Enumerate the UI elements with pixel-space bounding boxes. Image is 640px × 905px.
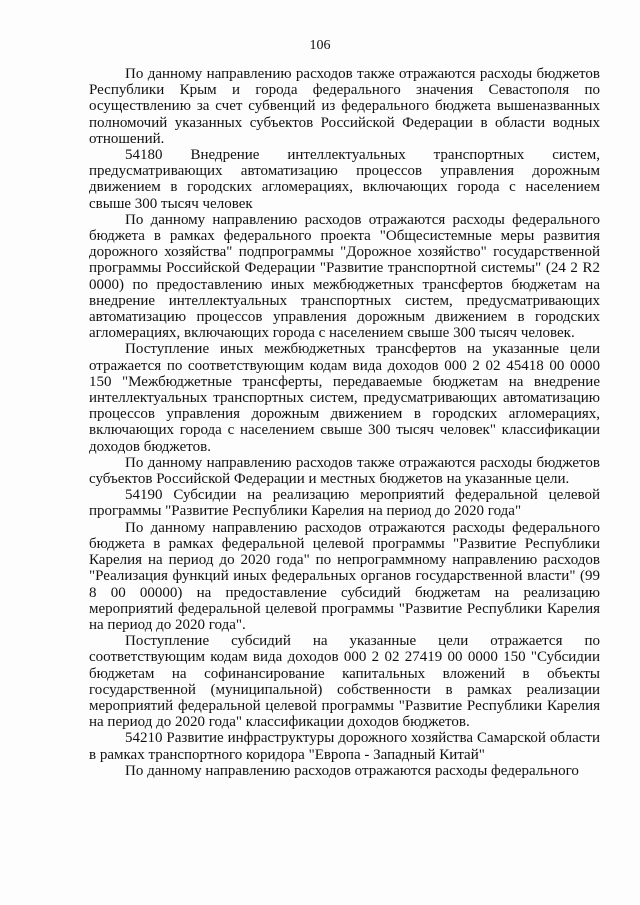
paragraph-54190-heading: 54190 Субсидии на реализацию мероприятий федеральной целевой программы "Развитие Республики Карелия на период до 2020 года" (89, 487, 600, 520)
page-number: 106 (309, 38, 331, 53)
paragraph-54180-regional-budgets: По данному направлению расходов также отражаются расходы бюджетов субъектов Российской Федерации и местных бюджетов на указанные цели. (89, 454, 600, 488)
paragraph-54190-federal-expenses: По данному направлению расходов отражаются расходы федерального бюджета в рамках федеральной целевой программы "Развитие Республики Карелия на период до 2020 года" по непрограммному направлению расходов "Реализация функций иных федеральных органов государственной власти" (99 8 00 00000) на предоставление субсидий бюджетам на реализацию мероприятий федеральной целевой программы "Развитие Республики Карелия на период до 2020 года". (89, 519, 600, 633)
paragraph-54180-federal-expenses: По данному направлению расходов отражаются расходы федерального бюджета в рамках федерального проекта "Общесистемные меры развития дорожного хозяйства" подпрограммы "Дорожное хозяйство" государственной программы Российской Федерации "Развитие транспортной системы" (24 2 R2 0000) по предоставлению иных межбюджетных трансфертов бюджетам на внедрение интеллектуальных транспортных систем, предусматривающих автоматизацию процессов управления дорожным движением в городских агломерациях, включающих города с населением свыше 300 тысяч человек. (89, 211, 600, 342)
paragraph-54210-heading: 54210 Развитие инфраструктуры дорожного хозяйства Самарской области в рамках транспортного коридора "Европа - Западный Китай" (89, 730, 600, 763)
paragraph-water-relations: По данному направлению расходов также отражаются расходы бюджетов Республики Крым и города федерального значения Севастополя по осуществлению за счет субвенций из федерального бюджета вышеназванных полномочий указанных субъектов Российской Федерации в области водных отношений. (89, 66, 600, 147)
paragraph-54190-income-codes: Поступление субсидий на указанные цели отражается по соответствующим кодам вида доходов 000 2 02 27419 00 0000 150 "Субсидии бюджетам на софинансирование капитальных вложений в объекты государственной (муниципальной) собственности в рамках реализации мероприятий федеральной целевой программы "Развитие Республики Карелия на период до 2020 года" классификации доходов бюджетов. (89, 633, 600, 731)
paragraph-54210-federal-expenses: По данному направлению расходов отражаются расходы федерального (125, 762, 579, 779)
paragraph-54180-income-codes: Поступление иных межбюджетных трансфертов на указанные цели отражается по соответствующим кодам вида доходов 000 2 02 45418 00 0000 150 "Межбюджетные трансферты, передаваемые бюджетам на внедрение интеллектуальных транспортных систем, предусматривающих автоматизацию процессов управления дорожным движением в городских агломерациях, включающих города с населением свыше 300 тысяч человек" классификации доходов бюджетов. (89, 341, 600, 455)
document-body (89, 66, 600, 779)
paragraph-54180-heading: 54180 Внедрение интеллектуальных транспортных систем, предусматривающих автоматизацию процессов управления дорожным движением в городских агломерациях, включающих города с населением свыше 300 тысяч человек (89, 147, 600, 212)
